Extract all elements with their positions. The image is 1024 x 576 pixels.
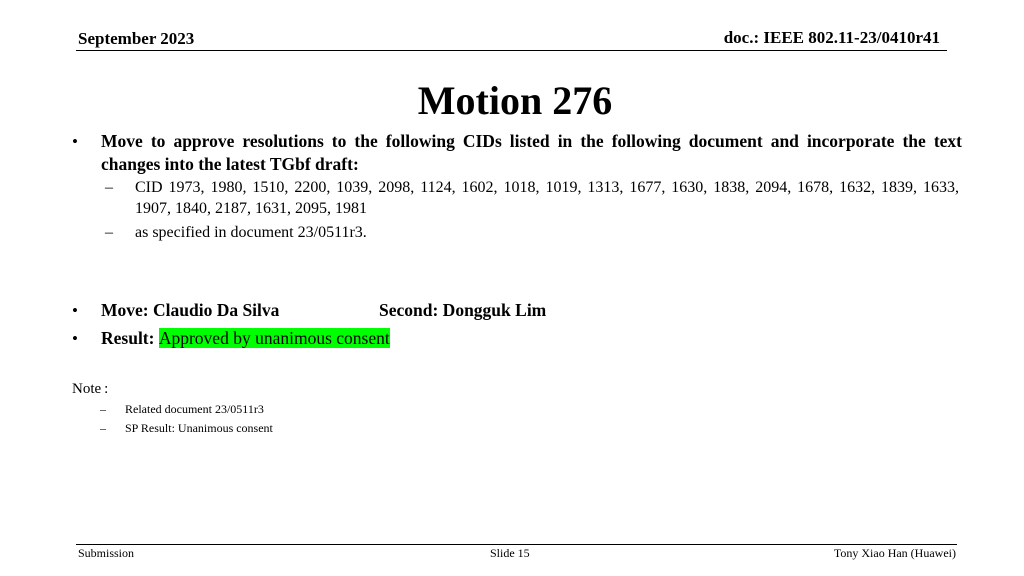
sub-item	[105, 177, 962, 219]
dash-icon: –	[100, 402, 106, 416]
dash-icon: –	[105, 179, 113, 196]
footer-slide-number: Slide 15	[490, 546, 530, 560]
note-label: Note :	[72, 381, 109, 397]
result-label: Result:	[101, 328, 155, 348]
result-value: Approved by unanimous consent	[158, 328, 390, 348]
footer-submission: Submission	[78, 546, 135, 560]
note-text: SP Result: Unanimous consent	[125, 421, 273, 435]
header-doc-id: doc.: IEEE 802.11-23/0410r41	[723, 28, 940, 47]
mover-bullet	[72, 299, 962, 322]
note-item	[100, 401, 273, 420]
motion-bullet	[72, 130, 962, 246]
header-date: September 2023	[78, 29, 195, 48]
dash-icon: –	[105, 224, 113, 241]
slide-title: Motion 276	[417, 78, 613, 123]
note-text: Related document 23/0511r3	[125, 402, 264, 416]
bullet-icon: •	[72, 132, 78, 151]
document-reference: as specified in document 23/0511r3.	[135, 224, 367, 241]
move-label: Move: Claudio Da Silva	[101, 300, 280, 320]
bullet-icon: •	[72, 301, 78, 320]
motion-text: Move to approve resolutions to the following CIDs listed in the following document and incorporate the text changes into the latest TGbf draft:	[101, 131, 962, 174]
cid-list: CID 1973, 1980, 1510, 2200, 1039, 2098, 1124, 1602, 1018, 1019, 1313, 1677, 1630, 1838, 2094, 1678, 1632, 1839, 1633, 1907, 1840, 2187, 1631, 2095, 1981	[135, 179, 959, 217]
second-label: Second: Dongguk Lim	[379, 300, 547, 320]
note-item	[100, 420, 273, 439]
result-bullet	[72, 327, 962, 350]
footer-author: Tony Xiao Han (Huawei)	[833, 546, 956, 560]
footer-rule	[76, 544, 957, 545]
bullet-icon: •	[72, 329, 78, 348]
sub-item	[105, 222, 962, 243]
motion-sub-list	[105, 177, 962, 243]
note-list	[100, 401, 273, 439]
header-rule	[76, 50, 947, 51]
dash-icon: –	[100, 421, 106, 435]
